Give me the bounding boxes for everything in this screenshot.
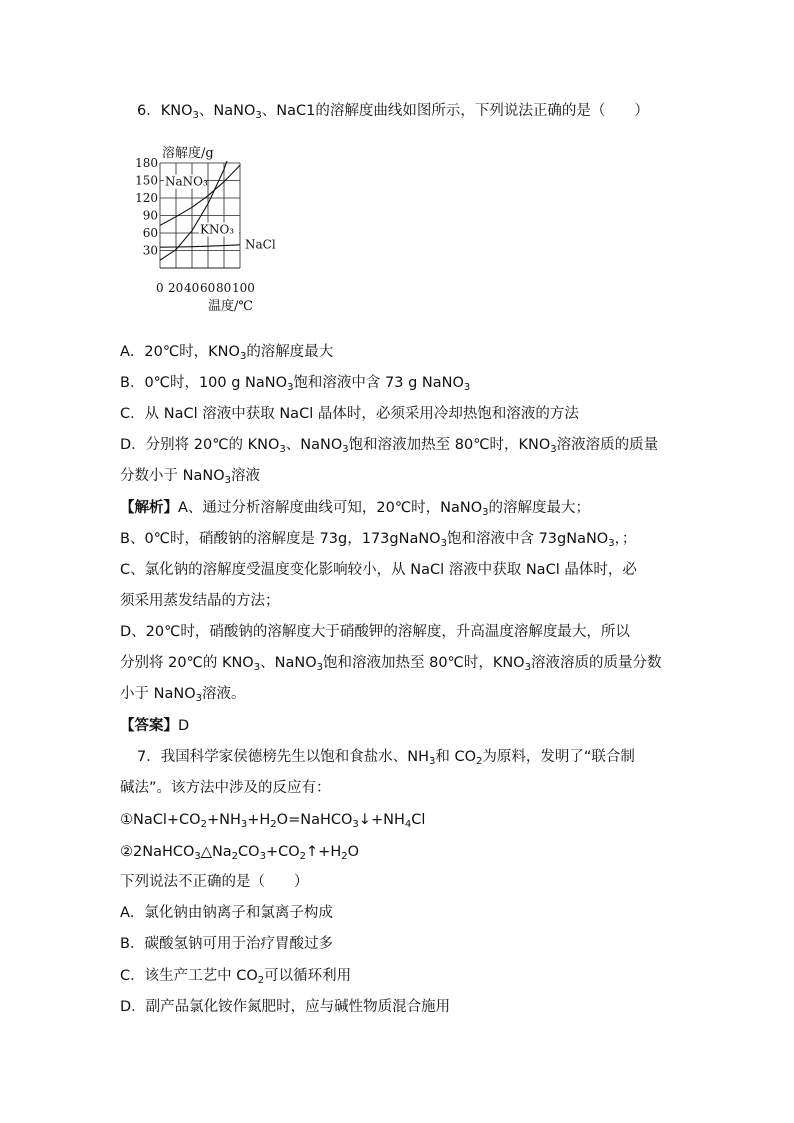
series-label-NaNO3: NaNO₃ xyxy=(165,174,208,189)
analysis-line-7 xyxy=(120,684,245,704)
subscript: 2 xyxy=(476,756,483,767)
solubility-chart xyxy=(118,140,288,320)
heat-symbol: △ xyxy=(200,844,212,860)
analysis-line-5: D、20℃时，硝酸钠的溶解度大于硝酸钾的溶解度，升高温度溶解度最大，所以 xyxy=(120,624,630,640)
analysis-text: 溶液溶质的质量分数 xyxy=(530,655,662,671)
q7-option-d: D．副产品氯化铵作氮肥时，应与碱性物质混合施用 xyxy=(120,999,451,1015)
answer-value: D xyxy=(178,718,190,734)
x-tick-label: 80 xyxy=(216,281,232,295)
analysis-text: 、NaNO xyxy=(260,655,317,671)
option-text: 溶液溶质的质量 xyxy=(556,437,659,453)
x-tick-label: 0 xyxy=(156,281,164,295)
subscript: 3 xyxy=(224,475,231,486)
reaction-text: +NH xyxy=(206,812,241,828)
subscript: 3 xyxy=(608,538,615,549)
subscript: 2 xyxy=(231,851,239,862)
analysis-line-4: 须采用蒸发结晶的方法； xyxy=(120,593,280,609)
x-tick-labels xyxy=(156,281,255,295)
subscript: 3 xyxy=(524,662,531,673)
subscript: 3 xyxy=(259,851,266,862)
q7-option-c xyxy=(120,966,351,986)
stem-text: 6．KNO xyxy=(137,103,193,119)
subscript: 3 xyxy=(240,819,248,830)
reaction-text: Cl xyxy=(411,812,426,828)
analysis-line-1 xyxy=(120,498,590,518)
subscript: 2 xyxy=(299,851,307,862)
subscript: 3 xyxy=(352,819,359,830)
q7-question: 下列说法不正确的是（ ） xyxy=(120,874,309,890)
subscript: 3 xyxy=(428,756,436,767)
q6-option-c: C．从 NaCl 溶液中获取 NaCl 晶体时，必须采用冷却热饱和溶液的方法 xyxy=(120,406,579,422)
subscript: 3 xyxy=(550,444,557,455)
q6-stem xyxy=(137,101,649,121)
reaction-text: O xyxy=(347,844,360,860)
q6-option-a xyxy=(120,342,333,362)
option-text: 、NaNO xyxy=(285,437,343,453)
analysis-text: B、0℃时，硝酸钠的溶解度是 73g，173gNaNO xyxy=(120,531,441,547)
subscript: 3 xyxy=(316,662,323,673)
reaction-text: +CO xyxy=(265,844,300,860)
subscript: 2 xyxy=(270,819,277,830)
option-text: 饱和溶液加热至 80℃时，KNO xyxy=(348,437,551,453)
analysis-text: ，； xyxy=(614,531,637,547)
q7-stem-line2: 碱法”。该方法中涉及的反应有： xyxy=(120,780,331,796)
subscript: 3 xyxy=(440,538,447,549)
subscript: 3 xyxy=(279,444,286,455)
subscript: 3 xyxy=(287,382,294,393)
option-text: 溶液 xyxy=(230,468,260,484)
stem-text: 和 CO xyxy=(435,749,477,765)
y-tick-label: 120 xyxy=(135,191,158,205)
option-text: 分数小于 NaNO xyxy=(120,468,225,484)
analysis-text: 饱和溶液加热至 80℃时，KNO xyxy=(322,655,525,671)
series-label-KNO3: KNO₃ xyxy=(200,222,235,237)
y-tick-label: 30 xyxy=(142,243,158,258)
subscript: 3 xyxy=(463,382,471,393)
stem-text: 为原料，发明了“联合制 xyxy=(482,749,635,765)
analysis-line-3: C、氯化钠的溶解度受温度变化影响较小，从 NaCl 溶液中获取 NaCl 晶体时，必 xyxy=(120,562,637,578)
analysis-text: 饱和溶液中含 73gNaNO xyxy=(446,531,609,547)
option-text: 可以循环利用 xyxy=(264,968,352,984)
subscript: 3 xyxy=(482,507,489,518)
y-tick-label: 150 xyxy=(135,173,158,188)
analysis-text: 小于 NaNO xyxy=(120,686,196,702)
subscript: 3 xyxy=(194,851,201,862)
q7-option-a: A．氯化钠由钠离子和氯离子构成 xyxy=(120,905,333,921)
x-axis-label: 温度/℃ xyxy=(208,299,253,314)
reaction-text: ②2NaHCO xyxy=(120,844,195,860)
q7-stem-line1 xyxy=(137,747,635,767)
option-text: D．分别将 20℃的 KNO xyxy=(120,437,280,453)
y-axis-label: 溶解度/g xyxy=(162,146,214,161)
stem-text: 7．我国科学家侯德榜先生以饱和食盐水、NH xyxy=(137,749,429,765)
subscript: 2 xyxy=(341,851,348,862)
option-text: C．该生产工艺中 CO xyxy=(120,968,258,984)
answer-line xyxy=(120,716,189,736)
x-tick-label: 60 xyxy=(200,281,216,295)
x-tick-label: 100 xyxy=(232,281,255,295)
subscript: 3 xyxy=(342,444,349,455)
option-text: B．0℃时，100 g NaNO xyxy=(120,375,288,391)
q6-option-d-line2 xyxy=(120,466,260,486)
subscript: 3 xyxy=(255,110,262,121)
stem-text: 、NaNO xyxy=(198,103,256,119)
subscript: 3 xyxy=(192,110,199,121)
analysis-text: 的溶解度最大； xyxy=(488,500,591,516)
q7-reaction-2 xyxy=(120,842,359,862)
reaction-text: Na xyxy=(211,844,232,860)
answer-tag: 【答案】 xyxy=(120,718,178,734)
subscript: 4 xyxy=(404,819,412,830)
series-label-NaCl: NaCl xyxy=(245,237,276,252)
reaction-text: CO xyxy=(238,844,260,860)
reaction-text: ↓+NH xyxy=(358,812,405,828)
analysis-text: 分别将 20℃的 KNO xyxy=(120,655,254,671)
analysis-tag: 【解析】 xyxy=(120,500,178,516)
subscript: 2 xyxy=(200,819,207,830)
option-text: A．20℃时，KNO xyxy=(120,344,240,360)
subscript: 3 xyxy=(253,662,261,673)
analysis-line-2 xyxy=(120,529,636,549)
q7-option-b: B．碳酸氢钠可用于治疗胃酸过多 xyxy=(120,936,333,952)
q7-reaction-1 xyxy=(120,810,425,830)
q6-option-d-line1 xyxy=(120,435,658,455)
reaction-text: +H xyxy=(247,812,271,828)
analysis-text: A、通过分析溶解度曲线可知，20℃时，NaNO xyxy=(178,500,483,516)
x-tick-label: 20 xyxy=(168,281,184,295)
q6-option-b xyxy=(120,373,470,393)
x-tick-label: 40 xyxy=(184,281,200,295)
subscript: 3 xyxy=(195,693,202,704)
y-tick-label: 60 xyxy=(142,226,158,240)
option-text: 的溶解度最大 xyxy=(246,344,334,360)
subscript: 2 xyxy=(257,975,265,986)
reaction-text: O=NaHCO xyxy=(276,812,353,828)
analysis-line-6 xyxy=(120,653,661,673)
reaction-text: ↑+H xyxy=(306,844,342,860)
y-tick-label: 180 xyxy=(135,156,158,170)
analysis-text: 溶液。 xyxy=(201,686,246,702)
reaction-text: ①NaCl+CO xyxy=(120,812,201,828)
subscript: 3 xyxy=(239,351,247,362)
y-tick-label: 90 xyxy=(142,208,158,223)
stem-text: 、NaC1的溶解度曲线如图所示，下列说法正确的是（ ） xyxy=(261,103,649,119)
option-text: 饱和溶液中含 73 g NaNO xyxy=(293,375,464,391)
series-line-NaCl xyxy=(160,245,240,247)
